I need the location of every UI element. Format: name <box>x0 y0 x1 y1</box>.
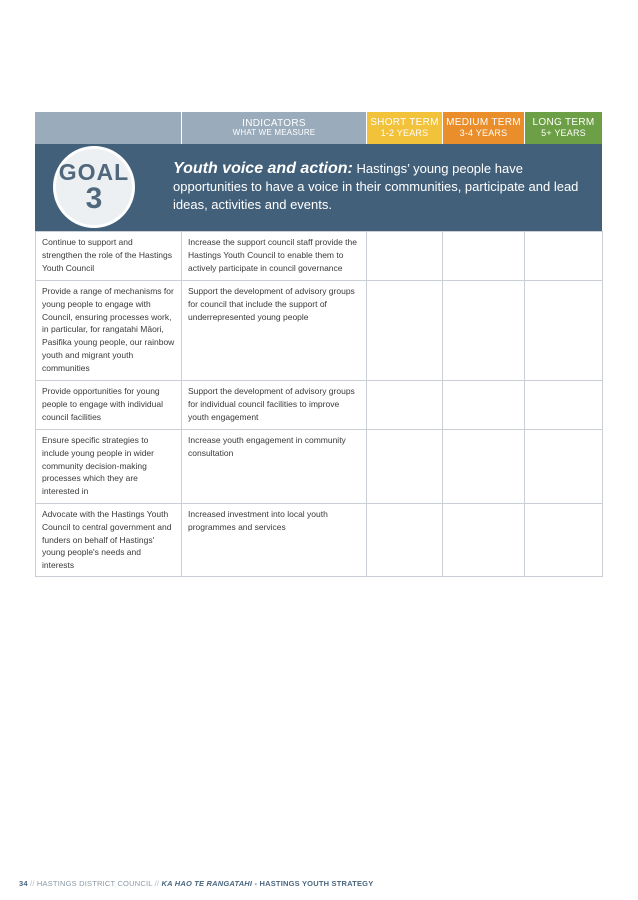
header-medium-term <box>442 112 524 144</box>
short-term-label: SHORT TERM <box>370 117 439 129</box>
footer-separator: // <box>152 879 162 888</box>
header-short-term <box>366 112 442 144</box>
footer-council: HASTINGS DISTRICT COUNCIL <box>36 879 153 888</box>
indicator-cell: Increased investment into local youth programmes and services <box>182 504 367 577</box>
medium-term-cell <box>443 232 525 281</box>
footer-separator: // <box>27 879 37 888</box>
short-term-cell <box>367 504 443 577</box>
short-term-years: 1-2 YEARS <box>380 127 429 138</box>
footer-strategy: HASTINGS YOUTH STRATEGY <box>259 879 374 888</box>
long-term-cell <box>525 504 603 577</box>
action-cell: Continue to support and strengthen the role of the Hastings Youth Council <box>36 232 182 281</box>
goal-badge-icon <box>53 146 135 228</box>
table-row <box>36 504 603 577</box>
short-term-cell <box>367 381 443 430</box>
table-header <box>35 112 602 144</box>
header-long-term <box>524 112 602 144</box>
goal-title: Youth voice and action: <box>173 160 353 177</box>
short-term-cell <box>367 430 443 504</box>
medium-term-cell <box>443 281 525 381</box>
action-cell: Provide opportunities for young people to engage with individual council facilities <box>36 381 182 430</box>
goal-badge-word: GOAL <box>58 158 130 185</box>
actions-table <box>35 231 603 577</box>
medium-term-cell <box>443 430 525 504</box>
page-number: 34 <box>19 879 28 888</box>
table-row <box>36 381 603 430</box>
medium-term-cell <box>443 504 525 577</box>
short-term-cell <box>367 281 443 381</box>
indicator-cell: Increase youth engagement in community consultation <box>182 430 367 504</box>
indicator-cell: Support the development of advisory groups for individual council facilities to improve youth engagement <box>182 381 367 430</box>
medium-term-years: 3-4 YEARS <box>459 127 508 138</box>
long-term-cell <box>525 381 603 430</box>
medium-term-label: MEDIUM TERM <box>446 117 521 129</box>
goal-table-section <box>35 112 602 577</box>
header-indicators <box>181 112 366 144</box>
indicator-cell: Support the development of advisory groups for council that include the support of underrepresented young people <box>182 281 367 381</box>
action-cell: Advocate with the Hastings Youth Council to central government and funders on behalf of Hastings' young people's needs and interests <box>36 504 182 577</box>
header-blank-cell <box>35 112 181 144</box>
goal-text: Hastings’ young people have opportunities to have a voice in their communities, participate and lead ideas, activities and events. <box>173 161 579 212</box>
short-term-cell <box>367 232 443 281</box>
table-row <box>36 232 603 281</box>
action-cell: Provide a range of mechanisms for young people to engage with Council, ensuring processes work, in particular, for rangatahi Māori, Pasifika young people, our rainbow youth and migrant youth communities <box>36 281 182 381</box>
goal-banner <box>35 144 602 231</box>
long-term-cell <box>525 430 603 504</box>
footer-dash: - <box>252 879 260 888</box>
action-cell: Ensure specific strategies to include young people in wider community decision-making processes which they are interested in <box>36 430 182 504</box>
indicators-title: INDICATORS <box>242 117 306 129</box>
medium-term-cell <box>443 381 525 430</box>
indicator-cell: Increase the support council staff provide the Hastings Youth Council to enable them to actively participate in council governance <box>182 232 367 281</box>
table-row <box>36 281 603 381</box>
page-footer <box>19 879 373 888</box>
footer-maori-title: KA HAO TE RANGATAHI <box>161 879 253 888</box>
goal-badge-number: 3 <box>85 181 103 215</box>
long-term-label: LONG TERM <box>532 117 595 129</box>
long-term-years: 5+ YEARS <box>541 127 586 138</box>
goal-description <box>173 160 593 214</box>
long-term-cell <box>525 281 603 381</box>
table-row <box>36 430 603 504</box>
indicators-subtitle: WHAT WE MEASURE <box>232 128 316 138</box>
long-term-cell <box>525 232 603 281</box>
